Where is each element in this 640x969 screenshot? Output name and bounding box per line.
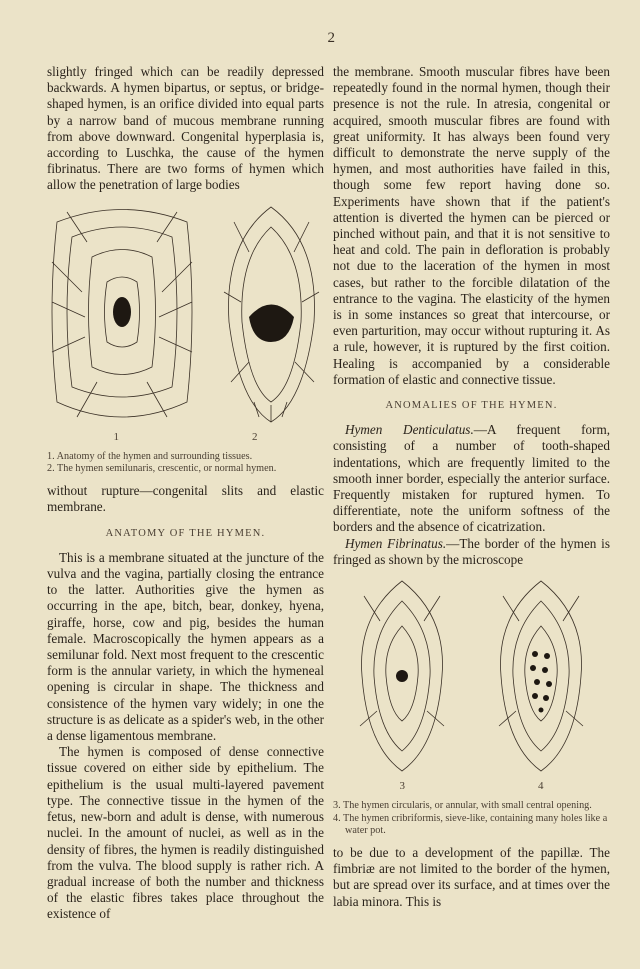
illustration-hymen-circularis-icon: [352, 576, 452, 776]
figure-caption: [47, 451, 324, 475]
figure-anomalies: [333, 576, 610, 837]
text-fibrinatus: —The border of the hymen is fringed as shown by the microscope: [333, 535, 610, 567]
paragraph-muscular-fibres: the membrane. Smooth muscular fibres have been repeatedly found in the normal hymen, though their presence is not the rule. In atresia, congenital or acquired, smooth muscular fibres are found with great uniformity. It has always been found very difficult to demonstrate the nerve supply of the hymen, and most authorities have failed in this, though some few report having done so. Experiments have shown that if the patient's attention is diverted the hymen can be pierced or pinched without pain, and that it is not sensitive to heat and cold. The pain in defloration is probably not due to the laceration of the hymen in most cases, but rather to the forcible dilatation of the entrance to the vagina. The elasticity of the hymen is in some instances so great that intercourse, or even parturition, may occur without rupturing it. As a rule, however, it is ruptured by the first coition. Healing is accompanied by a considerable formation of elastic and connective tissue.: [333, 64, 610, 387]
caption-3: 3. The hymen circularis, or annular, with small central opening.: [333, 800, 592, 812]
paragraph-denticulatus: [333, 422, 610, 535]
paragraph-fibrinatus: [333, 536, 610, 568]
paragraph-anatomy: This is a membrane situated at the juncture of the vulva and the vagina, partially closing the entrance to the latter. Authorities give the hymen as occurring in the ape, bitch, bear, donkey, hyena, giraffe, horse, cow and pig, besides the human female. Macroscopically the hymen appears as a semilunar fold. Next most frequent to the crescentic form is the annular variety, in which the hymeneal opening is circular in shape. The thickness and consistence of the hymen vary widely; in one the structure is as delicate as a spider's web, in the other a dense ligamentous membrane.: [47, 549, 324, 744]
text-denticulatus: —A frequent form, consisting of a number of tooth-shaped indentations, which are frequently limited to the smooth inner border, especially the anterior surface. Frequently mistaken for ruptured hymen. To differentiate, note the uniform softness of the borders and the absence of cicatrization.: [333, 422, 610, 535]
caption-4: 4. The hymen cribriformis, sieve-like, containing many holes like a water pot.: [333, 812, 608, 836]
paragraph-composition: The hymen is composed of dense connective tissue covered on either side by epithelium. The epithelium is the usual multi-layered pavement type. The connective tissue in the hymen of the fetus, new-born and adult is dense, with numerous nuclei. In the amount of nuclei, as well as in the density of fibres, the hymen is readily distinguished from the vulva. The blood supply is rather rich. A gradual increase of both the number and thickness of the elastic fibres takes place throughout the existence of: [47, 744, 324, 922]
illustration-hymen-semilunaris-icon: [219, 202, 324, 427]
paragraph-hymen-forms: slightly fringed which can be readily depressed backwards. A hymen bipartus, or septus, or bridge-shaped hymen, is an orifice divided into equal parts by a narrow band of mucous membrane running from above downward. Congenital hyperplasia is, according to Luschka, the cause of the hymen fibrinatus. There are two forms of hymen which allow the penetration of large bodies: [47, 64, 324, 193]
illustration-hymen-cribriformis-icon: [491, 576, 591, 776]
page-number: 2: [327, 30, 335, 46]
paragraph-rupture: without rupture—congenital slits and elastic membrane.: [47, 483, 324, 515]
heading-anatomy: ANATOMY OF THE HYMEN.: [105, 527, 266, 539]
figure-label-3: 3: [399, 780, 405, 793]
heading-anomalies: ANOMALIES OF THE HYMEN.: [385, 400, 558, 412]
figure-anatomy: [47, 202, 324, 476]
figure-label-2: 2: [252, 430, 258, 443]
caption-1: 1. Anatomy of the hymen and surrounding tissues.: [47, 450, 253, 462]
figure-label-1: 1: [113, 430, 119, 443]
illustration-anatomy-icon: [47, 202, 197, 427]
runin-denticulatus: Hymen Denticulatus.: [345, 422, 474, 438]
runin-fibrinatus: Hymen Fibrinatus.: [345, 535, 447, 551]
right-column: [333, 64, 610, 910]
figure-label-4: 4: [538, 780, 544, 793]
left-column: [47, 64, 324, 923]
figure-caption-bottom: [333, 800, 610, 837]
paragraph-papillae: to be due to a development of the papillæ. The fimbriæ are not limited to the border of the hymen, but are spread over its surface, and at times over the labia minora. This is: [333, 844, 610, 909]
caption-2: 2. The hymen semilunaris, crescentic, or normal hymen.: [47, 463, 277, 475]
